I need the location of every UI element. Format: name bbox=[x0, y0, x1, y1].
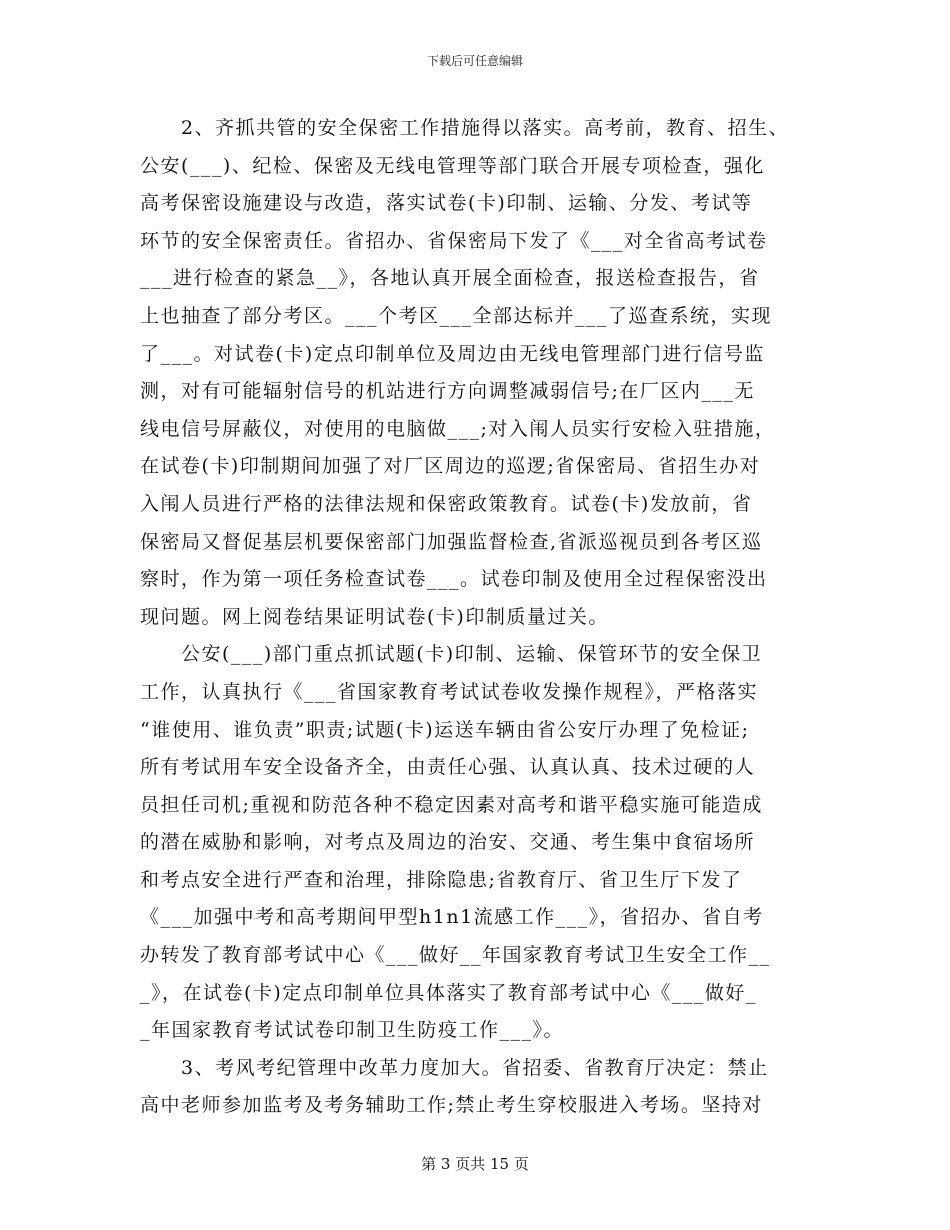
text-line: 环节的安全保密责任。省招办、省保密局下发了《___对全省高考试卷 bbox=[140, 229, 768, 252]
text-line: 2、齐抓共管的安全保密工作措施得以落实。高考前，教育、招生、 bbox=[140, 117, 790, 139]
text-line: 高考保密设施建设与改造，落实试卷(卡)印制、运输、分发、考试等 bbox=[140, 192, 753, 215]
text-line: 3、考风考纪管理中改革力度加大。省招委、省教育厅决定：禁止 bbox=[140, 1056, 769, 1079]
text-line: 办转发了教育部考试中心《___做好__年国家教育考试卫生安全工作__ bbox=[140, 944, 771, 967]
text-line: 所有考试用车安全设备齐全，由责任心强、认真认真、技术过硬的人 bbox=[140, 756, 756, 779]
page-header: 下载后可任意编辑 bbox=[426, 54, 523, 68]
text-line: 公安(___)、纪检、保密及无线电管理等部门联合开展专项检查，强化 bbox=[140, 154, 765, 177]
text-line: 测，对有可能辐射信号的机站进行方向调整减弱信号;在厂区内___无 bbox=[140, 380, 755, 403]
text-line: _》，在试卷(卡)定点印制单位具体落实了教育部考试中心《___做好_ bbox=[140, 981, 757, 1004]
text-line: 员担任司机;重视和防范各种不稳定因素对高考和谐平稳实施可能造成 bbox=[140, 793, 763, 816]
text-line: “谁使用、谁负责”职责;试题(卡)运送车辆由省公安厅办理了免检证; bbox=[140, 718, 750, 741]
text-line: 高中老师参加监考及考务辅助工作;禁止考生穿校服进入考场。坚持对 bbox=[140, 1094, 763, 1117]
document-body bbox=[140, 110, 820, 1125]
text-line: _年国家教育考试试卷印制卫生防疫工作___》。 bbox=[140, 1019, 565, 1042]
text-line: 的潜在威胁和影响，对考点及周边的治安、交通、考生集中食宿场所 bbox=[140, 831, 756, 854]
page-footer: 第 3 页共 15 页 bbox=[421, 1155, 529, 1173]
text-line: ___进行检查的紧急__》，各地认真开展全面检查，报送检查报告，省 bbox=[140, 267, 760, 290]
text-line: 线电信号屏蔽仪，对使用的电脑做___;对入闱人员实行安检入驻措施， bbox=[140, 417, 776, 440]
text-line: 保密局又督促基层机要保密部门加强监督检查,省派巡视员到各考区巡 bbox=[140, 530, 763, 553]
text-line: 了___。对试卷(卡)定点印制单位及周边由无线电管理部门进行信号监 bbox=[140, 342, 765, 365]
text-line: 察时，作为第一项任务检查试卷___。试卷印制及使用全过程保密没出 bbox=[140, 568, 768, 591]
text-line: 上也抽查了部分考区。___个考区___全部达标并___了巡查系统，实现 bbox=[140, 304, 773, 327]
text-line: 公安(___)部门重点抓试题(卡)印制、运输、保管环节的安全保卫 bbox=[140, 643, 763, 666]
text-line: 和考点安全进行严查和治理，排除隐患;省教育厅、省卫生厅下发了 bbox=[140, 868, 743, 891]
text-line: 《___加强中考和高考期间甲型h1n1流感工作___》，省招办、省自考 bbox=[140, 906, 764, 929]
text-line: 工作，认真执行《___省国家教育考试试卷收发操作规程》，严格落实 bbox=[140, 680, 759, 703]
text-line: 入闱人员进行严格的法律法规和保密政策教育。试卷(卡)发放前，省 bbox=[140, 492, 753, 515]
text-line: 在试卷(卡)印制期间加强了对厂区周边的巡逻;省保密局、省招生办对 bbox=[140, 455, 761, 478]
text-line: 现问题。网上阅卷结果证明试卷(卡)印制质量过关。 bbox=[140, 605, 609, 628]
